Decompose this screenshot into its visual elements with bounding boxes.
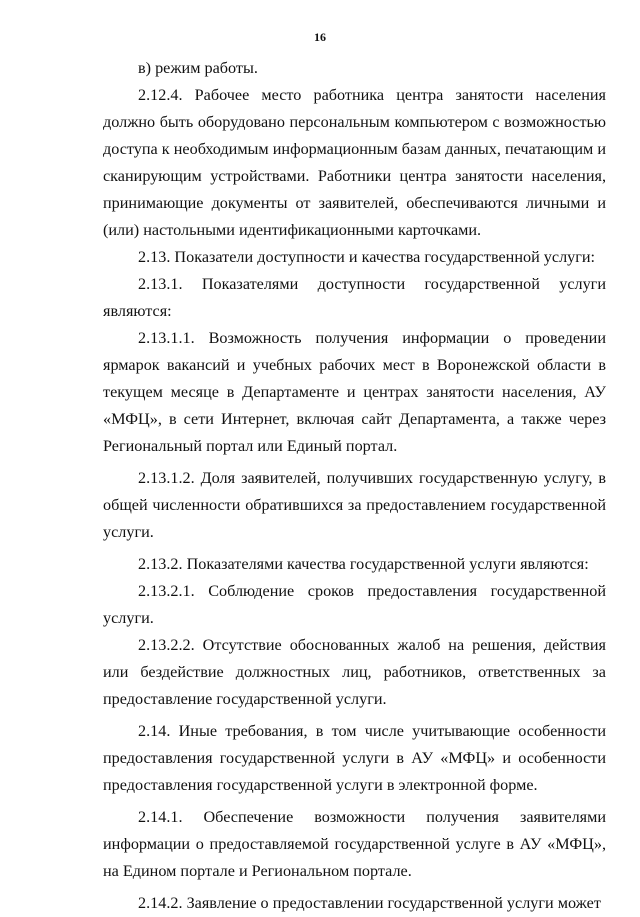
paragraph-2-14: 2.14. Иные требования, в том числе учитывающие особенности предоставления государственной услуги в АУ «МФЦ» и особенности предоставления государственной услуги в электронной форме. — [103, 722, 606, 794]
paragraph-2-12-4: 2.12.4. Рабочее место работника центра занятости населения должно быть оборудовано персональным компьютером с возможностью доступа к необходимым информационным базам данных, печатающим и сканирующим устройствами. Работники центра занятости населения, принимающие документы от заявителей, обеспечиваются личными и (или) настольными идентификационными карточками. — [103, 86, 606, 239]
paragraph-2-13-2-2: 2.13.2.2. Отсутствие обоснованных жалоб на решения, действия или бездействие должностных лиц, работников, ответственных за предоставление государственной услуги. — [103, 636, 606, 708]
paragraph-2-13-1: 2.13.1. Показателями доступности государственной услуги являются: — [103, 275, 606, 320]
document-body — [103, 55, 606, 917]
paragraph-2-13-2-1: 2.13.2.1. Соблюдение сроков предоставления государственной услуги. — [103, 582, 606, 627]
page-number: 16 — [314, 30, 326, 44]
paragraph-2-13: 2.13. Показатели доступности и качества государственной услуги: — [138, 248, 596, 266]
paragraph-2-14-1: 2.14.1. Обеспечение возможности получения заявителями информации о предоставляемой государственной услуге в АУ «МФЦ», на Едином портале и Региональном портале. — [103, 808, 606, 880]
paragraph-2-14-2: 2.14.2. Заявление о предоставлении государственной услуги может — [138, 894, 601, 912]
paragraph-work-schedule: в) режим работы. — [138, 59, 258, 77]
paragraph-2-13-2: 2.13.2. Показателями качества государственной услуги являются: — [138, 555, 589, 573]
paragraph-2-13-1-1: 2.13.1.1. Возможность получения информации о проведении ярмарок вакансий и учебных рабочих мест в Воронежской области в текущем месяце в Департаменте и центрах занятости населения, АУ «МФЦ», в сети Интернет, включая сайт Департамента, а также через Региональный портал или Единый портал. — [103, 329, 606, 455]
paragraph-2-13-1-2: 2.13.1.2. Доля заявителей, получивших государственную услугу, в общей численности обратившихся за предоставлением государственной услуги. — [103, 469, 606, 541]
